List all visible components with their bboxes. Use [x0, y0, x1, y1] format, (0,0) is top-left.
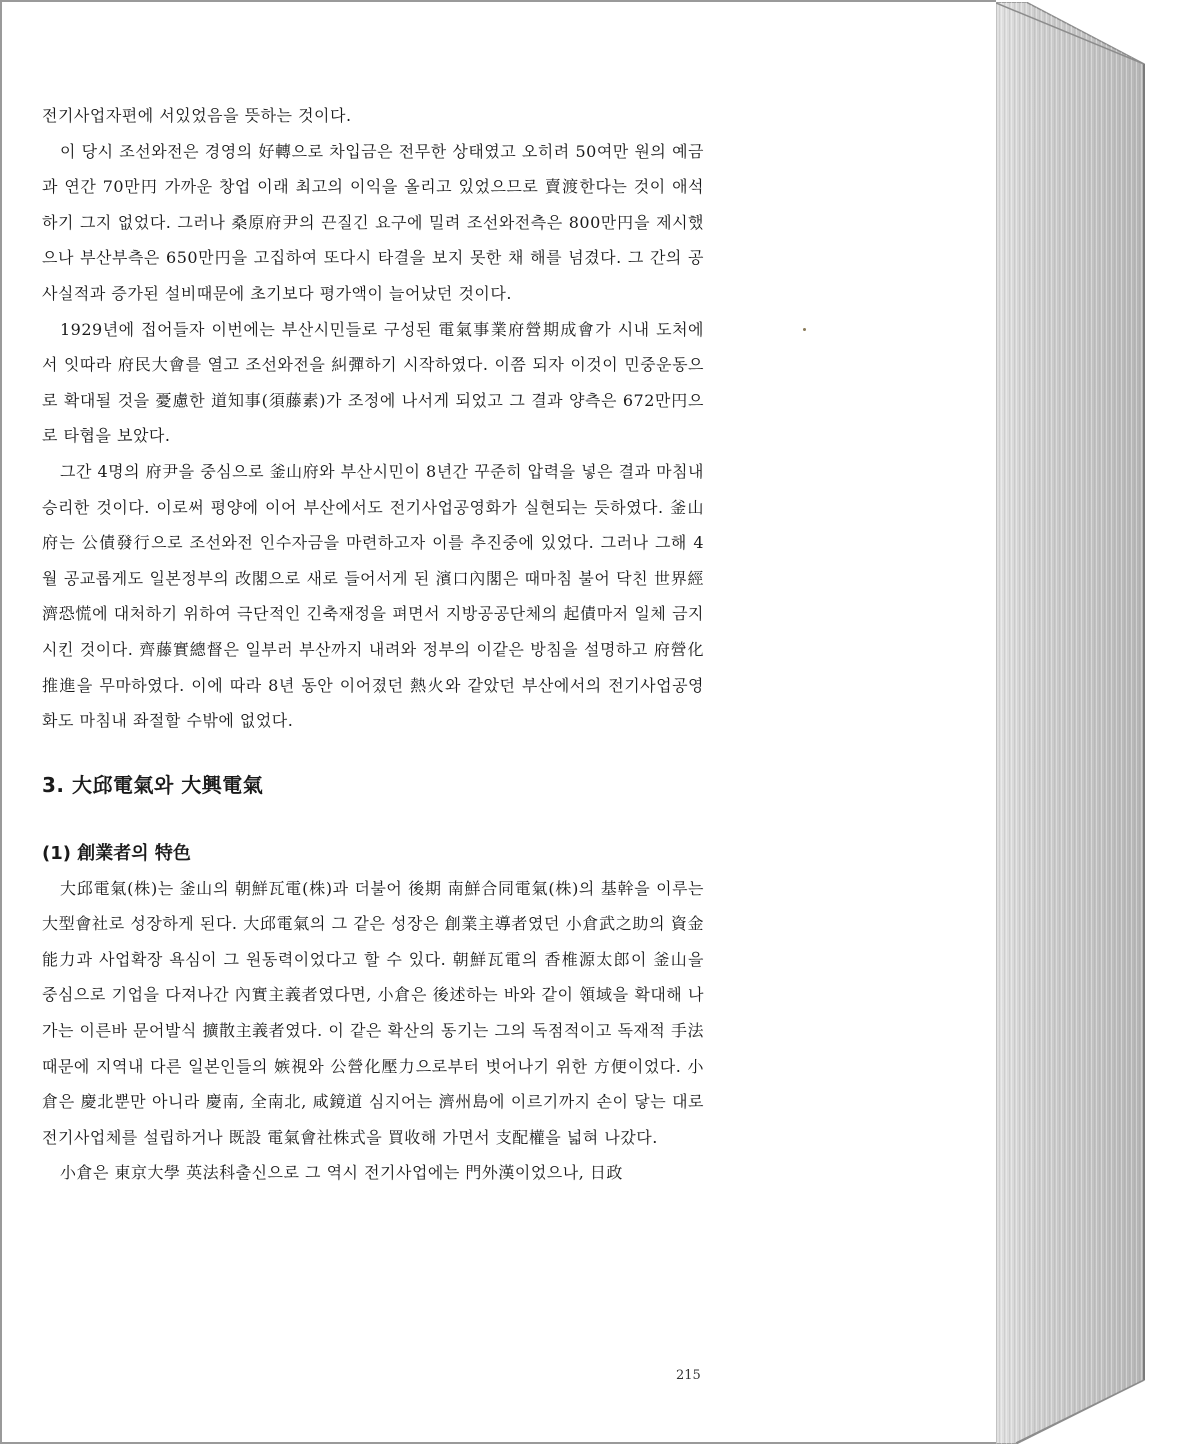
paragraph: 이 당시 조선와전은 경영의 好轉으로 차입금은 전무한 상태였고 오히려 50여만 원의 예금과 연간 70만円 가까운 창업 이래 최고의 이익을 올리고 있었으므로 賣渡한다는 것이 애석하기 그지 없었다. 그러나 桑原府尹의 끈질긴 요구에 밀려 조선와전측은 800만円을 제시했으나 부산부측은 650만円을 고집하여 또다시 타결을 보지 못한 채 해를 넘겼다. 그 간의 공사실적과 증가된 설비때문에 초기보다 평가액이 늘어났던 것이다. [42, 141, 704, 303]
page-number: 215 [676, 1368, 701, 1383]
paragraph: 그간 4명의 府尹을 중심으로 釜山府와 부산시민이 8년간 꾸준히 압력을 넣은 결과 마침내 승리한 것이다. 이로써 평양에 이어 부산에서도 전기사업공영화가 실현되는 듯하였다. 釜山府는 公債發行으로 조선와전 인수자금을 마련하고자 이를 추진중에 있었다. 그러나 그해 4월 공교롭게도 일본정부의 改閣으로 새로 들어서게 된 濱口內閣은 때마침 불어 닥친 世界經濟恐慌에 대처하기 위하여 극단적인 긴축재정을 펴면서 지방공공단체의 起債마저 일체 금지시킨 것이다. 齊藤實總督은 일부러 부산까지 내려와 정부의 이같은 방침을 설명하고 府營化推進을 무마하였다. 이에 따라 8년 동안 이어졌던 熱火와 같았던 부산에서의 전기사업공영화도 마침내 좌절할 수밖에 없었다. [42, 461, 704, 731]
page-stack-graphic [996, 2, 1148, 1444]
page-body [42, 98, 704, 1191]
paragraph: 1929년에 접어들자 이번에는 부산시민들로 구성된 電氣事業府營期成會가 시내 도처에서 잇따라 府民大會를 열고 조선와전을 糾彈하기 시작하였다. 이쯤 되자 이것이 민중운동으로 확대될 것을 憂慮한 道知事(須藤素)가 조정에 나서게 되었고 그 결과 양측은 672만円으로 타협을 보았다. [42, 319, 704, 446]
sub-heading: (1) 創業者의 特色 [42, 842, 191, 864]
section-heading: 3. 大邱電氣와 大興電氣 [42, 772, 264, 797]
paragraph: 大邱電氣(株)는 釜山의 朝鮮瓦電(株)과 더불어 後期 南鮮合同電氣(株)의 基幹을 이루는 大型會社로 성장하게 된다. 大邱電氣의 그 같은 성장은 創業主導者였던 小倉武之助의 資金能力과 사업확장 욕심이 그 원동력이었다고 할 수 있다. 朝鮮瓦電의 香椎源太郎이 釜山을 중심으로 기업을 다져나간 內實主義者였다면, 小倉은 後述하는 바와 같이 領域을 확대해 나가는 이른바 문어발식 擴散主義者였다. 이 같은 확산의 동기는 그의 독점적이고 독재적 手法 때문에 지역내 다른 일본인들의 嫉視와 公營化壓力으로부터 벗어나기 위한 方便이었다. 小倉은 慶北뿐만 아니라 慶南, 全南北, 咸鏡道 심지어는 濟州島에 이르기까지 손이 닿는 대로 전기사업체를 설립하거나 既設 電氣會社株式을 買收해 가면서 支配權을 넓혀 나갔다. [42, 878, 704, 1147]
paragraph: 전기사업자편에 서있었음을 뜻하는 것이다. [42, 106, 352, 125]
paragraph: 小倉은 東京大學 英法科출신으로 그 역시 전기사업에는 門外漢이었으나, 日政 [60, 1163, 623, 1183]
book-edge-stack [996, 2, 1148, 1444]
paper-speck [803, 328, 806, 331]
